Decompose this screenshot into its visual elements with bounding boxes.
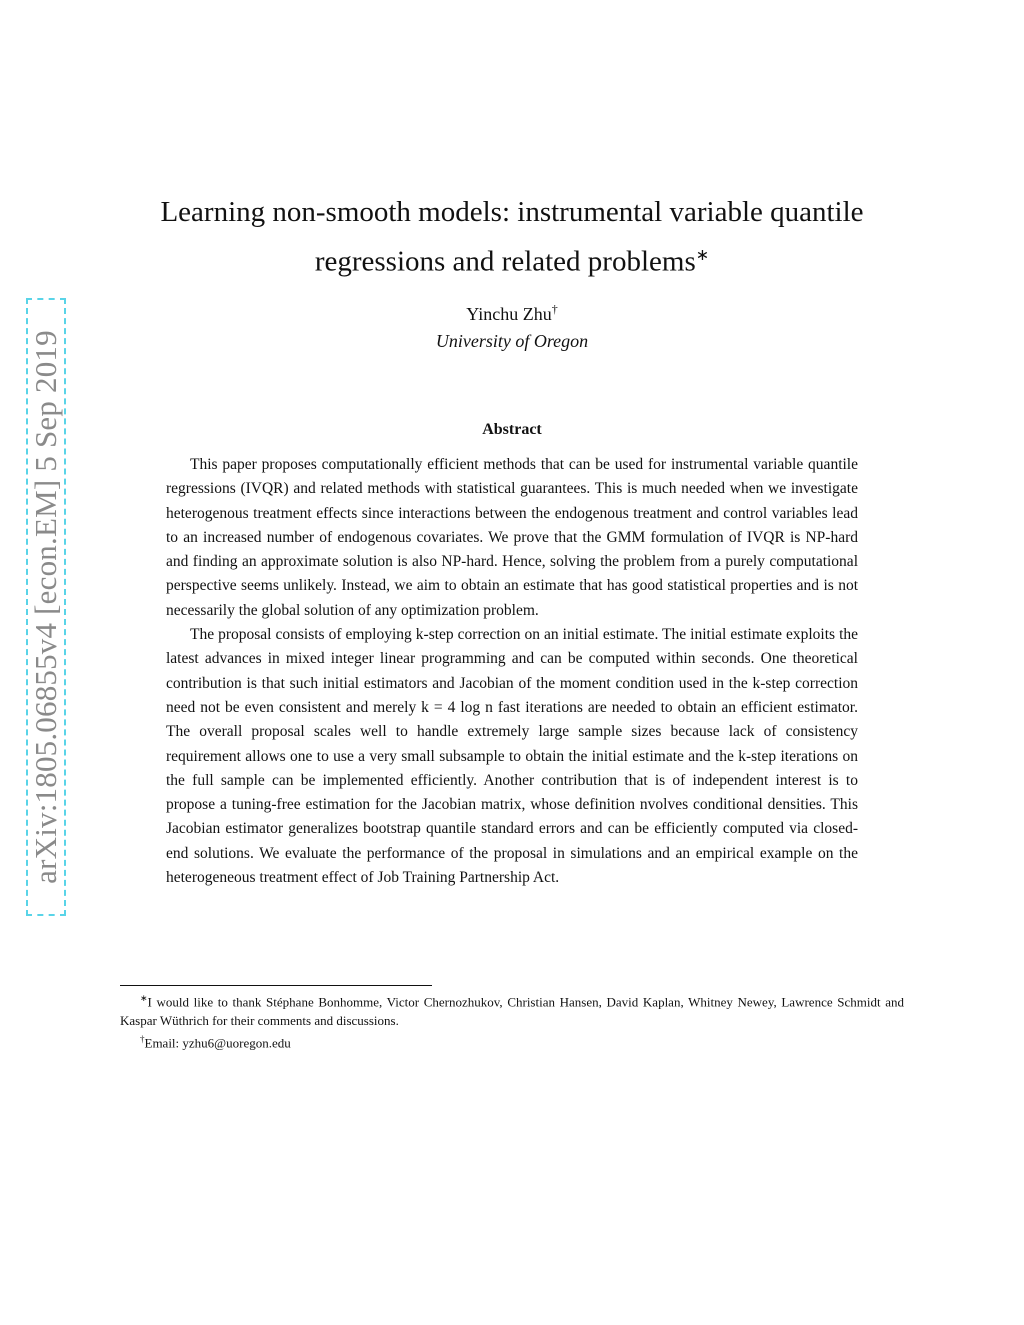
footnote-1	[120, 989, 904, 1030]
footnote-rule	[120, 985, 432, 986]
abstract-paragraph-1: This paper proposes computationally efficient methods that can be used for instrumental variable quantile regressions (IVQR) and related methods with statistical guarantees. This is much needed when we investigate heterogenous treatment effects since interactions between the endogenous treatment and control variables lead to an increased number of endogenous covariates. We prove that the GMM formulation of IVQR is NP-hard and finding an approximate solution is also NP-hard. Hence, solving the problem from a purely computational perspective seems unlikely. Instead, we aim to obtain an estimate that has good statistical properties and is not necessarily the global solution of any optimization problem.	[166, 456, 858, 619]
footnote-2-mark: †	[140, 1034, 145, 1045]
footnote-2-text: Email: yzhu6@uoregon.edu	[144, 1035, 291, 1051]
author-footnote-mark[interactable]: †	[551, 302, 558, 316]
abstract-heading: Abstract	[482, 421, 542, 438]
footnote-2	[120, 1030, 904, 1052]
footnote-1-text: I would like to thank Stéphane Bonhomme, Victor Chernozhukov, Christian Hansen, David Kaplan, Whitney Newey, Lawrence Schmidt and Kaspar Wüthrich for their comments and discussions.	[120, 994, 904, 1029]
title-line-2: regressions and related problems	[314, 245, 696, 278]
paper-title	[120, 190, 904, 284]
abstract-paragraph-2: The proposal consists of employing k-step correction on an initial estimate. The initial estimate exploits the latest advances in mixed integer linear programming and can be computed within seconds. One theoretical contribution is that such initial estimators and Jacobian of the moment condition used in the k-step correction need not be even consistent and merely k = 4 log n fast iterations are needed to obtain an efficient estimator. The overall proposal scales well to handle extremely large sample sizes because lack of consistency requirement allows one to use a very small subsample to obtain the initial estimate and the k-step iterations on the full sample can be implemented efficiently. Another contribution that is of independent interest is to propose a tuning-free estimation for the Jacobian matrix, whose definition nvolves conditional densities. This Jacobian estimator generalizes bootstrap quantile standard errors and can be efficiently computed via closed-end solutions. We evaluate the performance of the proposal in simulations and an empirical example on the heterogeneous treatment effect of Job Training Partnership Act.	[166, 626, 858, 887]
abstract-body	[166, 453, 858, 890]
arxiv-stamp-text: arXiv:1805.06855v4 [econ.EM] 5 Sep 2019	[28, 330, 64, 884]
title-line-1: Learning non-smooth models: instrumental variable quantile	[160, 196, 864, 228]
footnote-1-mark: ∗	[140, 993, 148, 1003]
affiliation: University of Oregon	[435, 331, 589, 351]
author	[120, 302, 904, 325]
author-name: Yinchu Zhu	[466, 304, 552, 324]
title-footnote-mark[interactable]: ∗	[695, 247, 710, 264]
arxiv-stamp[interactable]	[26, 298, 66, 916]
footnotes	[120, 989, 904, 1053]
